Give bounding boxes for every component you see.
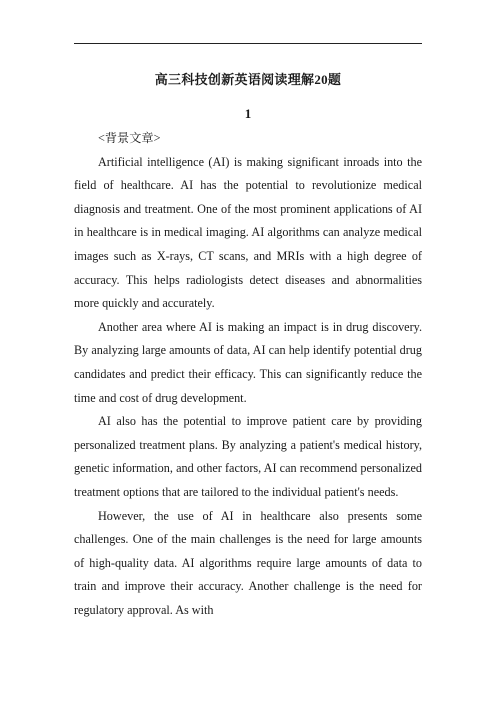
paragraph-3: AI also has the potential to improve patient care by providing personalized treatment plans. By analyzing a patient's medical history, genetic information, and other factors, AI can recommend personalized treatment options that are tailored to the individual patient's needs. <box>74 414 422 499</box>
document-title: 高三科技创新英语阅读理解20题 <box>154 72 342 87</box>
article-body <box>74 127 422 622</box>
paragraph-2: Another area where AI is making an impact is in drug discovery. By analyzing large amounts of data, AI can help identify potential drug candidates and predict their efficacy. This can significantly reduce the time and cost of drug development. <box>74 319 422 405</box>
header-rule <box>74 43 422 44</box>
background-label: <背景文章> <box>98 131 161 145</box>
paragraph-4: However, the use of AI in healthcare also presents some challenges. One of the main challenges is the need for large amounts of high-quality data. AI algorithms require large amounts of data to train and improve their accuracy. Another challenge is the need for regulatory approval. As with <box>74 508 422 617</box>
paragraph-1: Artificial intelligence (AI) is making significant inroads into the field of healthcare. AI has the potential to revolutionize medical diagnosis and treatment. One of the most prominent applications of AI in healthcare is in medical imaging. AI algorithms can analyze medical images such as X-rays, CT scans, and MRIs with a high degree of accuracy. This helps radiologists detect diseases and abnormalities more quickly and accurately. <box>74 154 422 311</box>
question-number: 1 <box>244 106 252 121</box>
